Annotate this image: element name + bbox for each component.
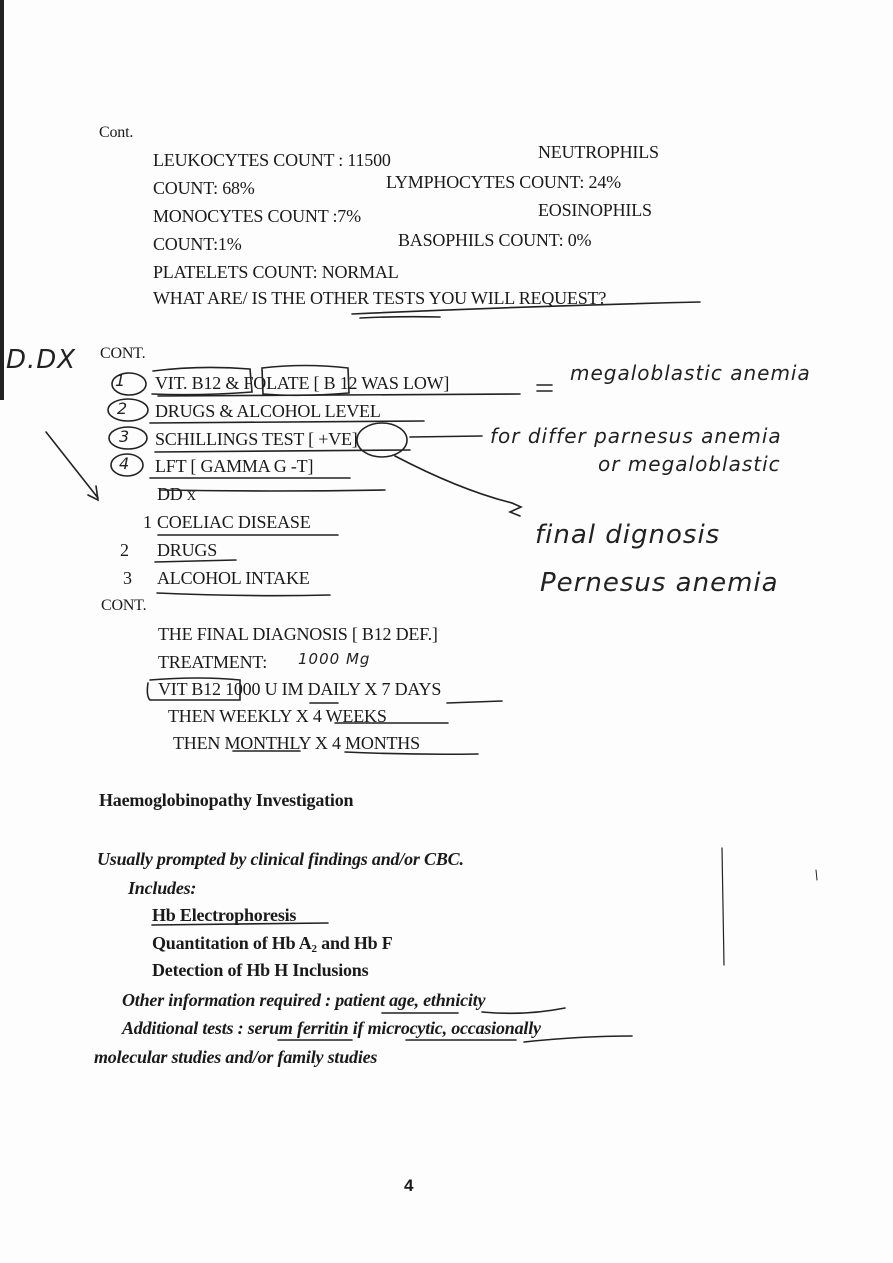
additional-tests-cont: molecular studies and/or family studies xyxy=(94,1047,378,1067)
pernesus-note: Pernesus anemia xyxy=(540,568,779,598)
circled-number: 2 xyxy=(117,399,129,418)
circle-stroke xyxy=(112,373,146,395)
megaloblastic-note: megaloblastic anemia xyxy=(570,361,811,385)
eosinophils-count: COUNT:1% xyxy=(153,234,242,254)
dd-number: 2 xyxy=(120,540,129,560)
dose-note: 1000 Mg xyxy=(298,650,371,668)
box-stroke xyxy=(262,366,349,396)
test-item: DRUGS & ALCOHOL LEVEL xyxy=(155,401,381,421)
box-stroke xyxy=(152,367,252,394)
underline-stroke xyxy=(360,317,440,318)
hb-quantitation-text: Quantitation of Hb A xyxy=(152,933,312,953)
eosinophils-label: EOSINOPHILS xyxy=(538,200,652,220)
basophils-count: BASOPHILS COUNT: 0% xyxy=(398,230,592,250)
tests-cont-label: CONT. xyxy=(100,345,146,362)
page-number: 4 xyxy=(404,1176,414,1195)
hb-h-inclusions: Detection of Hb H Inclusions xyxy=(152,960,369,980)
underline-stroke xyxy=(447,701,502,703)
a2-subscript: 2 xyxy=(311,943,317,955)
platelets-count: PLATELETS COUNT: NORMAL xyxy=(153,262,399,282)
cont-label: Cont. xyxy=(99,124,134,141)
lymphocytes-count: LYMPHOCYTES COUNT: 24% xyxy=(386,172,621,192)
includes-label: Includes: xyxy=(128,878,197,898)
final-diagnosis: THE FINAL DIAGNOSIS [ B12 DEF.] xyxy=(158,624,438,644)
dd-item-alcohol: ALCOHOL INTAKE xyxy=(157,568,310,588)
arrow-stroke xyxy=(395,456,512,503)
other-info: Other information required : patient age, ethnicity xyxy=(122,990,486,1010)
treatment-monthly: THEN MONTHLY X 4 MONTHS xyxy=(173,733,420,753)
circle-stroke xyxy=(111,454,143,476)
underline-stroke xyxy=(352,302,700,314)
treatment-label: TREATMENT: xyxy=(158,652,268,672)
circle-stroke xyxy=(108,399,148,421)
underline-stroke xyxy=(160,490,385,491)
arrow-stroke xyxy=(46,432,98,498)
circled-number: 1 xyxy=(115,371,127,390)
circled-number: 3 xyxy=(119,427,131,446)
section-heading: Haemoglobinopathy Investigation xyxy=(99,790,354,810)
circle-stroke xyxy=(357,423,407,457)
neutrophils-label: NEUTROPHILS xyxy=(538,142,659,162)
question-line: WHAT ARE/ IS THE OTHER TESTS YOU WILL REQUEST? xyxy=(153,288,607,308)
for-differ-note: for differ parnesus anemia xyxy=(490,424,782,448)
dd-number: 3 xyxy=(123,568,132,588)
box-stroke xyxy=(147,678,240,700)
underline-stroke xyxy=(157,593,330,596)
underline-stroke xyxy=(524,1036,632,1042)
treatment-daily: VIT B12 1000 U IM DAILY X 7 DAYS xyxy=(158,679,442,699)
prompt-line: Usually prompted by clinical findings and/or CBC. xyxy=(97,849,464,869)
underline-stroke xyxy=(482,1008,565,1013)
margin-stroke xyxy=(816,870,817,880)
test-item: VIT. B12 & FOLATE [ B 12 WAS LOW] xyxy=(155,373,450,393)
underline-stroke xyxy=(155,560,236,562)
underline-stroke xyxy=(345,752,478,754)
dd-item-coeliac: COELIAC DISEASE xyxy=(157,512,311,532)
final-diagnosis-note: final dignosis xyxy=(535,520,721,550)
underline-stroke xyxy=(152,923,328,925)
hb-f-text: and Hb F xyxy=(321,933,393,953)
test-item: SCHILLINGS TEST [ +VE] xyxy=(155,429,358,449)
treatment-cont-label: CONT. xyxy=(101,597,147,614)
or-megaloblastic-note: or megaloblastic xyxy=(598,452,781,476)
ddx-handwriting: D.DX xyxy=(6,345,77,375)
test-item: LFT [ GAMMA G -T] xyxy=(155,456,314,476)
arrow-stroke xyxy=(510,503,521,516)
dd-item-drugs: DRUGS xyxy=(157,540,218,560)
ddx-label: DD x xyxy=(157,484,196,504)
circled-number: 4 xyxy=(119,454,131,473)
treatment-weekly: THEN WEEKLY X 4 WEEKS xyxy=(168,706,387,726)
hb-electrophoresis: Hb Electrophoresis xyxy=(152,905,297,925)
margin-stroke xyxy=(722,848,724,965)
equals-stroke xyxy=(537,385,552,391)
connector-stroke xyxy=(410,436,482,437)
leukocytes-count: LEUKOCYTES COUNT : 11500 xyxy=(153,150,391,170)
circle-stroke xyxy=(109,427,147,449)
underline-stroke xyxy=(155,450,410,452)
monocytes-count: MONOCYTES COUNT :7% xyxy=(153,206,361,226)
dd-number: 1 xyxy=(143,512,152,532)
additional-tests: Additional tests : serum ferritin if microcytic, occasionally xyxy=(122,1018,541,1038)
neutrophils-count: COUNT: 68% xyxy=(153,178,255,198)
